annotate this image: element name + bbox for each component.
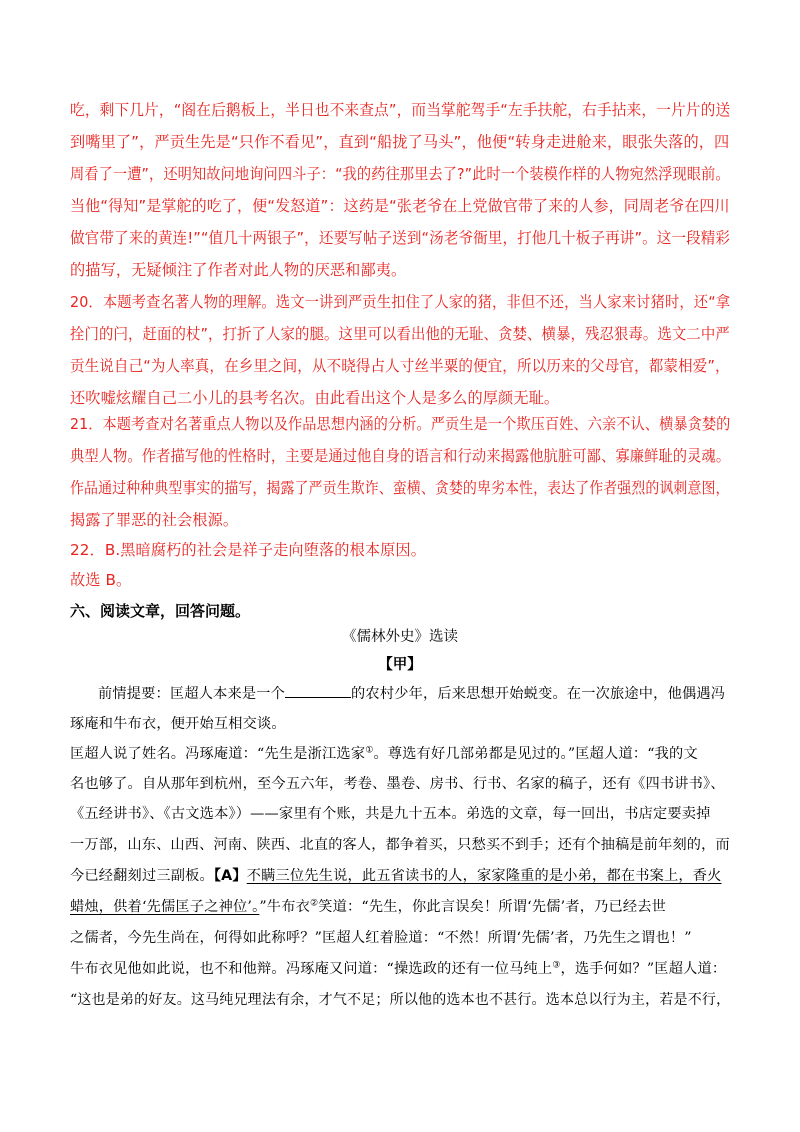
passage-line bbox=[98, 683, 725, 703]
answer-line: 作品通过种种典型事实的描写，揭露了严贡生欺诈、蛮横、贪婪的卑劣本性，表达了作者强烈的讽刺意图， bbox=[70, 479, 730, 497]
answer-line: 贡生说自己“为人率真，在乡里之间，从不晓得占人寸丝半粟的便宜，所以历来的父母官，都蒙相爱”， bbox=[70, 357, 730, 375]
fill-in-blank[interactable] bbox=[285, 685, 351, 698]
part-label: 【甲】 bbox=[378, 657, 422, 673]
answer-line: 揭露了罪恶的社会根源。 bbox=[70, 511, 239, 529]
answer-line: 当他“得知”是掌舵的吃了，便“发怒道”：这药是“张老爷在上党做官带了来的人参，同周老爷在四川 bbox=[70, 197, 730, 215]
answer-line: 22．B.黑暗腐朽的社会是祥子走向堕落的根本原因。 bbox=[70, 541, 427, 559]
answer-line: 吃，剩下几片，“阁在后鹅板上，半日也不来查点”，而当掌舵驾手“左手扶舵，右手拈来，一片片的送 bbox=[70, 101, 731, 119]
passage-line bbox=[70, 958, 726, 978]
answer-line: 拴门的闩，赶面的杖”，打折了人家的腿。这里可以看出他的无耻、贪婪、横暴，残忍狠毒。选文二中严 bbox=[70, 325, 730, 343]
answer-line: 做官带了来的黄连!”“值几十两银子”，还要写帖子送到“汤老爷衙里，打他几十板子再讲”。这一段精彩 bbox=[70, 229, 731, 247]
passage-line: 名也够了。自从那年到杭州，至今五六年，考卷、墨卷、房书、行书、名家的稿子，还有《四书讲书》、 bbox=[70, 776, 725, 792]
passage-title: 《儒林外史》选读 bbox=[342, 629, 458, 645]
answer-line: 周看了一遭”，还明知故问地询问四斗子：“我的药往那里去了?”此时一个装模作样的人物宛然浮现眼前。 bbox=[70, 165, 730, 183]
passage-line: “这也是弟的好友。这马纯兄理法有余，才气不足；所以他的选本也不甚行。选本总以行为主，若是不行， bbox=[70, 992, 731, 1008]
answer-line: 还吹嘘炫耀自己二小儿的县考名次。由此看出这个人是多么的厚颜无耻。 bbox=[70, 389, 560, 407]
answer-line: 20．本题考查名著人物的理解。选文一讲到严贡生扣住了人家的猪，非但不还，当人家来讨猪时，还“拿 bbox=[70, 293, 731, 311]
passage-text: 笑道：“先生，你此言误矣！所谓‘先儒’者，乃已经去世 bbox=[318, 899, 667, 915]
answer-line: 故选 B。 bbox=[70, 571, 132, 589]
passage-line: 琢庵和牛布衣，便开始互相交谈。 bbox=[70, 716, 286, 732]
passage-line bbox=[70, 743, 698, 763]
answer-line: 的描写，无疑倾注了作者对此人物的厌恶和鄙夷。 bbox=[70, 261, 407, 279]
passage-line bbox=[70, 865, 722, 885]
passage-text: ，选手何如？”匡超人道： bbox=[560, 961, 727, 977]
passage-text: 牛布衣见他如此说，也不和他辩。冯琢庵又问道：“操选政的还有一位马纯上 bbox=[70, 961, 553, 977]
passage-line bbox=[70, 896, 666, 916]
passage-text: 。尊选有好几部弟都是见过的。”匡超人道：“我的文 bbox=[373, 746, 698, 762]
underlined-sentence-a: 蜡烛，供着‘先儒匡子之神位’。 bbox=[70, 899, 260, 915]
passage-line: 一万部，山东、山西、河南、陕西、北直的客人，都争着买，只愁买不到手；还有个抽稿是前年刻的，而 bbox=[70, 837, 730, 853]
section-title: 六、阅读文章，回答问题。 bbox=[70, 602, 251, 620]
passage-line: 之儒者，今先生尚在，何得如此称呼？”匡超人红着脸道：“不然！所谓‘先儒’者，乃先生之谓也！” bbox=[70, 930, 692, 946]
intro-text: 的农村少年，后来思想开始蜕变。在一次旅途中，他偶遇冯 bbox=[351, 686, 726, 702]
answer-line: 到嘴里了”，严贡生先是“只作不看见”，直到“船拢了马头”，他便“转身走进舱来，眼张失落的，四 bbox=[70, 133, 730, 151]
marker-a: 【A】 bbox=[213, 868, 247, 884]
passage-line: 《五经讲书》、《古文选本》）——家里有个账，共是九十五本。弟选的文章，每一回出，书店定要卖掉 bbox=[70, 806, 711, 822]
footnote-marker: ① bbox=[365, 745, 374, 756]
passage-text: ”牛布衣 bbox=[259, 899, 310, 915]
answer-line: 典型人物。作者描写他的性格时，主要是通过他自身的语言和行动来揭露他肮脏可鄙、寡廉鲜耻的灵魂。 bbox=[70, 447, 731, 465]
answer-line: 21．本题考查对名著重点人物以及作品思想内涵的分析。严贡生是一个欺压百姓、六亲不认、横暴贪婪的 bbox=[70, 415, 731, 433]
footnote-marker: ③ bbox=[552, 960, 561, 971]
intro-text: 前情提要：匡超人本来是一个 bbox=[98, 686, 286, 702]
underlined-sentence-a: 不瞒三位先生说，此五省读书的人，家家隆重的是小弟，都在书案上，香火 bbox=[246, 868, 722, 884]
footnote-marker: ② bbox=[309, 898, 319, 909]
passage-text: 匡超人说了姓名。冯琢庵道：“先生是浙江选家 bbox=[70, 746, 366, 762]
passage-text: 今已经翻刻过三副板。 bbox=[70, 868, 214, 884]
